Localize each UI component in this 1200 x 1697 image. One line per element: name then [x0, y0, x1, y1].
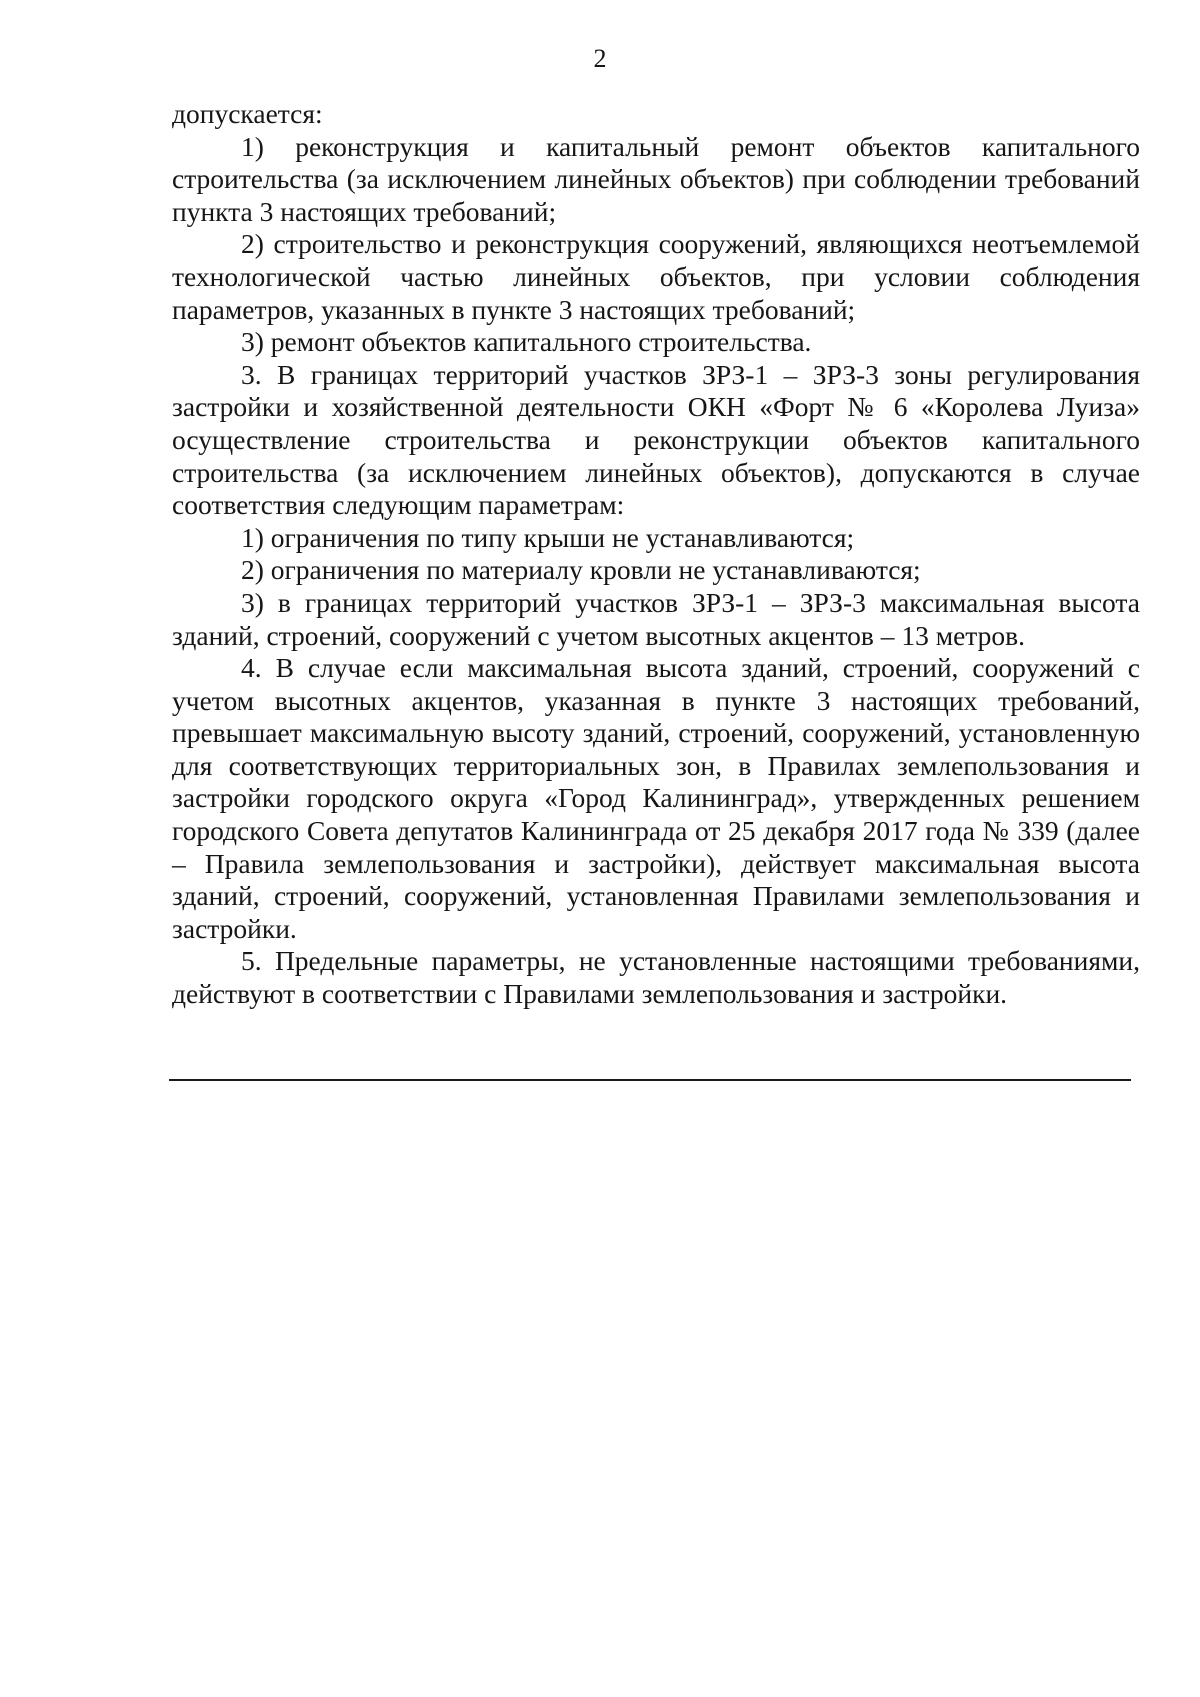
paragraph-item-2: 2) строительство и реконструкция сооружений, являющихся неотъемлемой технологической частью линейных объектов, при условии соблюдения параметров, указанных в пункте 3 настоящих требований;	[172, 228, 1140, 325]
end-separator-line	[169, 1079, 1131, 1081]
paragraph-param-1: 1) ограничения по типу крыши не устанавливаются;	[241, 521, 855, 553]
paragraph-item-1: 1) реконструкция и капитальный ремонт объектов капитального строительства (за исключением линейных объектов) при соблюдении требований пункта 3 настоящих требований;	[172, 130, 1140, 227]
paragraph-section-5: 5. Предельные параметры, не установленные настоящими требованиями, действуют в соответствии с Правилами землепользования и застройки.	[172, 945, 1140, 1010]
document-body	[172, 98, 1140, 1011]
paragraph-section-3: 3. В границах территорий участков ЗРЗ-1 – ЗРЗ-3 зоны регулирования застройки и хозяйственной деятельности ОКН «Форт № 6 «Королева Луиза» осуществление строительства и реконструкции объектов капитального строительства (за исключением линейных объектов), допускаются в случае соответствия следующим параметрам:	[172, 358, 1140, 521]
paragraph-param-2: 2) ограничения по материалу кровли не устанавливаются;	[241, 554, 921, 586]
page-number: 2	[593, 44, 607, 73]
paragraph-param-3: 3) в границах территорий участков ЗРЗ-1 – ЗРЗ-3 максимальная высота зданий, строений, сооружений с учетом высотных акцентов – 13 метров.	[172, 586, 1140, 651]
paragraph-intro: допускается:	[172, 98, 323, 129]
paragraph-item-3: 3) ремонт объектов капитального строительства.	[241, 326, 812, 358]
paragraph-section-4: 4. В случае если максимальная высота зданий, строений, сооружений с учетом высотных акцентов, указанная в пункте 3 настоящих требований, превышает максимальную высоту зданий, строений, сооружений, установленную для соответствующих территориальных зон, в Правилах землепользования и застройки городского округа «Город Калининград», утвержденных решением городского Совета депутатов Калининграда от 25 декабря 2017 года № 339 (далее – Правила землепользования и застройки), действует максимальная высота зданий, строений, сооружений, установленная Правилами землепользования и застройки.	[172, 652, 1140, 944]
